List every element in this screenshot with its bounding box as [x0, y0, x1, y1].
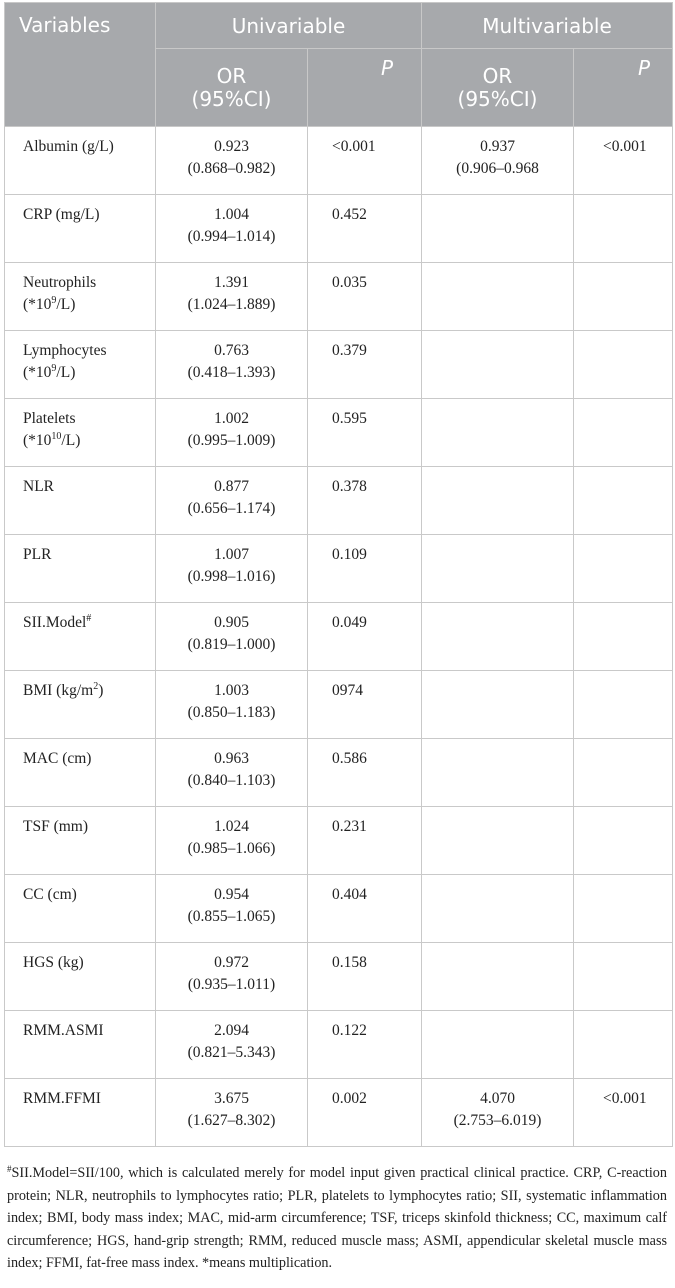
header-univariable-or: OR (95%CI): [156, 49, 308, 127]
cell-variable: CRP (mg/L): [5, 195, 156, 263]
table-row: [5, 467, 673, 535]
cell-multivariable-p: [574, 331, 673, 399]
header-univariable: Univariable: [156, 3, 422, 49]
cell-multivariable-p: [574, 263, 673, 331]
cell-multivariable-p: [574, 807, 673, 875]
table-row: [5, 943, 673, 1011]
cell-multivariable-or: [422, 467, 574, 535]
cell-univariable-or: 1.003 (0.850–1.183): [156, 671, 308, 739]
cell-multivariable-or: [422, 331, 574, 399]
table-row: [5, 399, 673, 467]
cell-univariable-or: 1.391 (1.024–1.889): [156, 263, 308, 331]
cell-multivariable-p: <0.001: [574, 127, 673, 195]
cell-univariable-or: 1.024 (0.985–1.066): [156, 807, 308, 875]
cell-variable: HGS (kg): [5, 943, 156, 1011]
cell-multivariable-p: [574, 671, 673, 739]
table-row: [5, 739, 673, 807]
cell-univariable-or: 0.877 (0.656–1.174): [156, 467, 308, 535]
cell-multivariable-p: [574, 943, 673, 1011]
cell-univariable-p: 0.379: [308, 331, 422, 399]
cell-univariable-p: 0.035: [308, 263, 422, 331]
cell-univariable-p: 0.586: [308, 739, 422, 807]
cell-multivariable-or: [422, 671, 574, 739]
cell-variable: MAC (cm): [5, 739, 156, 807]
cell-multivariable-or: [422, 195, 574, 263]
cell-univariable-p: 0.049: [308, 603, 422, 671]
cell-univariable-or: 1.004 (0.994–1.014): [156, 195, 308, 263]
cell-univariable-p: 0.378: [308, 467, 422, 535]
header-multivariable-p: P: [574, 49, 673, 127]
cell-multivariable-or: [422, 943, 574, 1011]
table-row: [5, 195, 673, 263]
table-row: [5, 1011, 673, 1079]
cell-univariable-or: 1.002 (0.995–1.009): [156, 399, 308, 467]
cell-variable: PLR: [5, 535, 156, 603]
cell-variable: TSF (mm): [5, 807, 156, 875]
cell-univariable-or: 3.675 (1.627–8.302): [156, 1079, 308, 1147]
cell-variable: RMM.ASMI: [5, 1011, 156, 1079]
cell-univariable-p: 0.452: [308, 195, 422, 263]
cell-univariable-p: <0.001: [308, 127, 422, 195]
cell-multivariable-p: [574, 739, 673, 807]
cell-univariable-or: 0.763 (0.418–1.393): [156, 331, 308, 399]
cell-multivariable-p: <0.001: [574, 1079, 673, 1147]
cell-multivariable-or: [422, 875, 574, 943]
cell-univariable-or: 0.923 (0.868–0.982): [156, 127, 308, 195]
cell-univariable-p: 0.158: [308, 943, 422, 1011]
cell-variable: CC (cm): [5, 875, 156, 943]
table-row: [5, 263, 673, 331]
table-row: [5, 875, 673, 943]
cell-multivariable-or: [422, 1011, 574, 1079]
header-univariable-p: P: [308, 49, 422, 127]
table-row: [5, 1079, 673, 1147]
table-row: [5, 671, 673, 739]
table-body: [5, 127, 673, 1147]
header-multivariable-or: OR (95%CI): [422, 49, 574, 127]
cell-multivariable-or: [422, 535, 574, 603]
cell-univariable-p: 0.231: [308, 807, 422, 875]
cell-multivariable-p: [574, 535, 673, 603]
cell-univariable-or: 2.094 (0.821–5.343): [156, 1011, 308, 1079]
table-row: [5, 127, 673, 195]
cell-multivariable-p: [574, 195, 673, 263]
header-multivariable: Multivariable: [422, 3, 673, 49]
cell-multivariable-p: [574, 467, 673, 535]
footnote-marker: #: [7, 1164, 12, 1174]
cell-multivariable-or: 4.070 (2.753–6.019): [422, 1079, 574, 1147]
cell-variable: Albumin (g/L): [5, 127, 156, 195]
cell-univariable-p: 0.002: [308, 1079, 422, 1147]
cell-univariable-p: 0974: [308, 671, 422, 739]
cell-univariable-p: 0.122: [308, 1011, 422, 1079]
cell-multivariable-or: [422, 739, 574, 807]
cell-univariable-or: 1.007 (0.998–1.016): [156, 535, 308, 603]
cell-multivariable-p: [574, 603, 673, 671]
cell-variable: BMI $(kg/m^2)$: [5, 671, 156, 739]
cell-univariable-or: 0.905 (0.819–1.000): [156, 603, 308, 671]
cell-multivariable-p: [574, 1011, 673, 1079]
header-variables: Variables: [5, 3, 156, 127]
table-row: [5, 807, 673, 875]
cell-univariable-or: 0.972 (0.935–1.011): [156, 943, 308, 1011]
cell-multivariable-or: [422, 263, 574, 331]
cell-multivariable-or: [422, 603, 574, 671]
cell-multivariable-or: 0.937 (0.906–0.968: [422, 127, 574, 195]
cell-multivariable-or: [422, 807, 574, 875]
table-row: [5, 603, 673, 671]
table-header: [5, 3, 673, 127]
cell-univariable-p: 0.109: [308, 535, 422, 603]
table-footnote: [7, 1162, 667, 1275]
cell-univariable-or: 0.954 (0.855–1.065): [156, 875, 308, 943]
cell-variable: Platelets $(*10^{10}/L)$: [5, 399, 156, 467]
table-row: [5, 331, 673, 399]
regression-table: [4, 2, 673, 1147]
cell-multivariable-or: [422, 399, 574, 467]
footnote-text: SII.Model=SII/100, which is calculated merely for model input given practical clinical practice. CRP, C-reaction protein; NLR, neutrophils to lymphocytes ratio; PLR, platelets to lymphocytes ratio; SII, systematic inflammation index; BMI, body mass index; MAC, mid-arm circumference; TSF, triceps skinfold thickness; CC, maximum calf circumference; HGS, hand-grip strength; RMM, reduced muscle mass; ASMI, appendicular skeletal muscle mass index; FFMI, fat-free mass index. *means multiplication.: [7, 1165, 667, 1272]
cell-univariable-p: 0.404: [308, 875, 422, 943]
cell-univariable-or: 0.963 (0.840–1.103): [156, 739, 308, 807]
cell-variable: Lymphocytes $(*10^9/L)$: [5, 331, 156, 399]
regression-table-container: [4, 2, 672, 1147]
cell-variable: NLR: [5, 467, 156, 535]
cell-multivariable-p: [574, 875, 673, 943]
cell-variable: RMM.FFMI: [5, 1079, 156, 1147]
cell-multivariable-p: [574, 399, 673, 467]
cell-variable: SII.Model#: [5, 603, 156, 671]
cell-variable: Neutrophils $(*10^9/L)$: [5, 263, 156, 331]
cell-univariable-p: 0.595: [308, 399, 422, 467]
table-row: [5, 535, 673, 603]
